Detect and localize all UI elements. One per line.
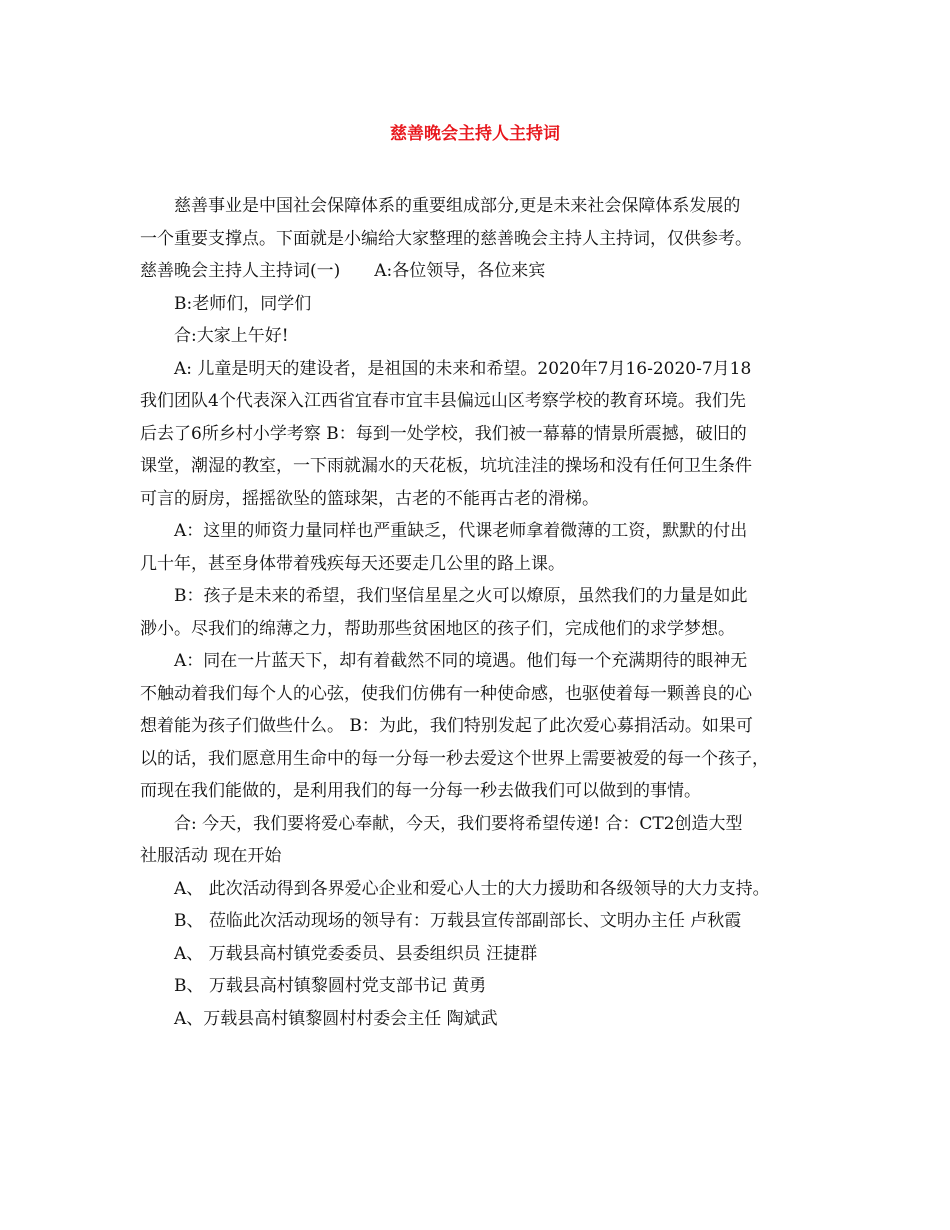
paragraph-line: A、 万载县高村镇党委委员、县委组织员 汪捷群 bbox=[174, 943, 538, 964]
paragraph-line: B、 莅临此次活动现场的领导有：万载县宣传部副部长、文明办主任 卢秋霞 bbox=[174, 911, 742, 931]
paragraph-line: A: 儿童是明天的建设者，是祖国的未来和希望。2020年7月16-2020-7月18 bbox=[174, 358, 752, 379]
paragraph-line: 课堂，潮湿的教室，一下雨就漏水的天花板，坑坑洼洼的操场和没有任何卫生条件 bbox=[140, 456, 752, 476]
paragraph-line: A：这里的师资力量同样也严重缺乏，代课老师拿着微薄的工资，默默的付出 bbox=[174, 521, 748, 541]
paragraph-line: 我们团队4个代表深入江西省宜春市宜丰县偏远山区考察学校的教育环境。我们先 bbox=[140, 391, 746, 411]
paragraph-line: B:老师们，同学们 bbox=[174, 293, 312, 314]
paragraph-line: 想着能为孩子们做些什么。 B：为此，我们特别发起了此次爱心募捐活动。如果可 bbox=[140, 716, 753, 736]
paragraph-line: 不触动着我们每个人的心弦，使我们仿佛有一种使命感，也驱使着每一颗善良的心 bbox=[140, 683, 752, 704]
document-body bbox=[140, 190, 820, 1035]
paragraph-line: 后去了6所乡村小学考察 B：每到一处学校，我们被一幕幕的情景所震撼，破旧的 bbox=[140, 423, 747, 444]
paragraph-line: 可言的厨房，摇摇欲坠的篮球架，古老的不能再古老的滑梯。 bbox=[140, 488, 599, 509]
paragraph-line: A、万载县高村镇黎圆村村委会主任 陶斌武 bbox=[174, 1008, 498, 1029]
paragraph-line: B、 万载县高村镇黎圆村党支部书记 黄勇 bbox=[174, 976, 487, 996]
document-title: 慈善晚会主持人主持词 bbox=[390, 124, 560, 144]
paragraph-line: 一个重要支撑点。下面就是小编给大家整理的慈善晚会主持人主持词，仅供参考。 bbox=[140, 228, 752, 249]
paragraph-line: A：同在一片蓝天下，却有着截然不同的境遇。他们每一个充满期待的眼神无 bbox=[174, 651, 748, 671]
paragraph-line: 合:大家上午好! bbox=[174, 326, 289, 346]
paragraph-line: 以的话，我们愿意用生命中的每一分每一秒去爱这个世界上需要被爱的每一个孩子， bbox=[140, 748, 769, 769]
paragraph-line: 合: 今天，我们要将爱心奉献，今天，我们要将希望传递! 合：CT2创造大型 bbox=[174, 813, 743, 834]
paragraph-line: 渺小。尽我们的绵薄之力，帮助那些贫困地区的孩子们，完成他们的求学梦想。 bbox=[140, 618, 735, 639]
paragraph-line: 几十年，甚至身体带着残疾每天还要走几公里的路上课。 bbox=[140, 553, 565, 574]
paragraph-line: B：孩子是未来的希望，我们坚信星星之火可以燎原，虽然我们的力量是如此 bbox=[174, 586, 748, 606]
paragraph-line: 慈善事业是中国社会保障体系的重要组成部分,更是未来社会保障体系发展的 bbox=[174, 196, 741, 216]
paragraph-line: 慈善晚会主持人主持词(一) A:各位领导，各位来宾 bbox=[140, 261, 546, 281]
paragraph-line: A、 此次活动得到各界爱心企业和爱心人士的大力援助和各级领导的大力支持。 bbox=[174, 878, 770, 899]
paragraph-line: 而现在我们能做的，是利用我们的每一分每一秒去做我们可以做到的事情。 bbox=[140, 781, 701, 801]
paragraph-line: 社服活动 现在开始 bbox=[140, 846, 282, 866]
